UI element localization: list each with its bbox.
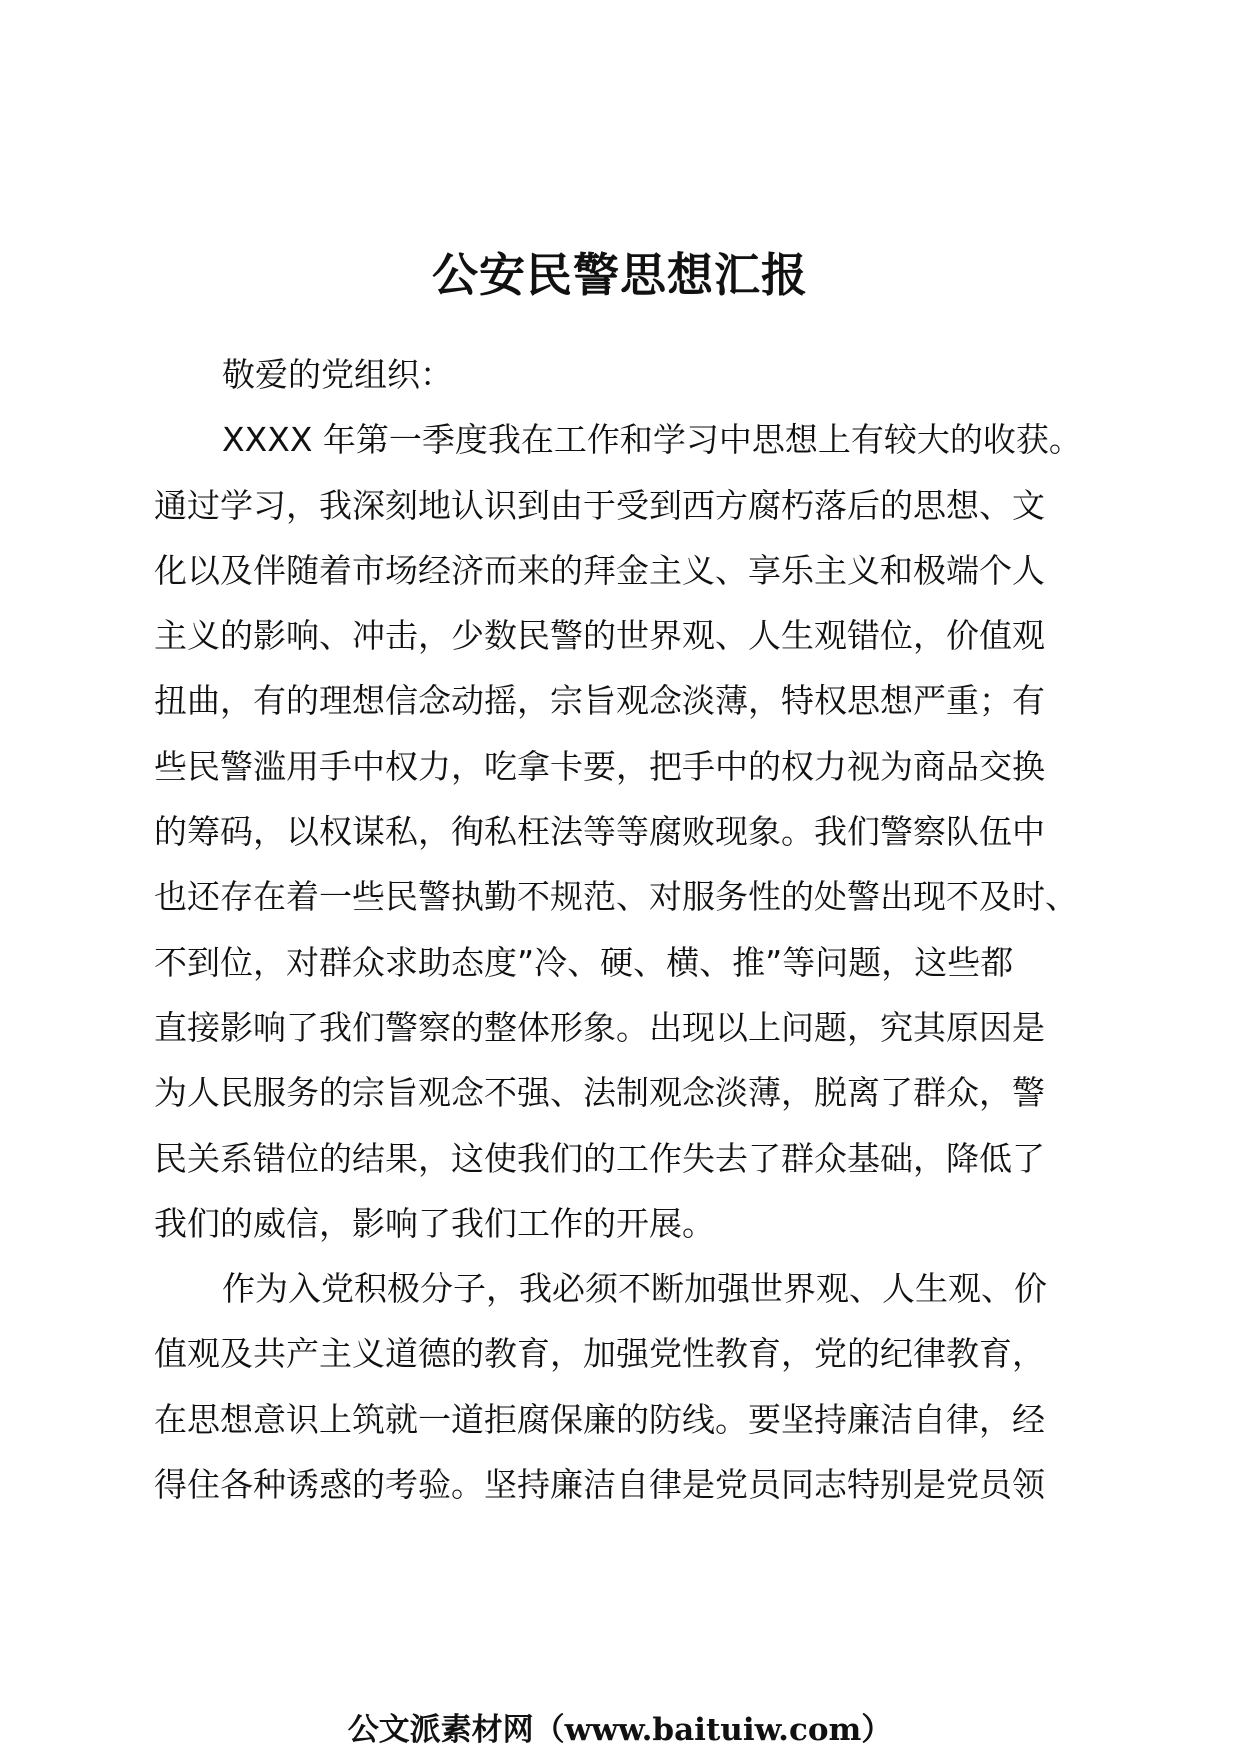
paragraph-line: 为人民服务的宗旨观念不强、法制观念淡薄，脱离了群众，警 — [154, 1073, 1045, 1113]
paragraph-line: 值观及共产主义道德的教育，加强党性教育，党的纪律教育， — [154, 1334, 1045, 1374]
paragraph-line: 作为入党积极分子，我必须不断加强世界观、人生观、价 — [222, 1269, 1047, 1309]
paragraph-line: 也还存在着一些民警执勤不规范、对服务性的处警出现不及时、 — [154, 877, 1078, 917]
paragraph-line: 主义的影响、冲击，少数民警的世界观、人生观错位，价值观 — [154, 616, 1045, 656]
paragraph-line: 扭曲，有的理想信念动摇，宗旨观念淡薄，特权思想严重；有 — [154, 681, 1045, 721]
body-paragraph-1 — [154, 407, 1088, 1256]
paragraph-line: 民关系错位的结果，这使我们的工作失去了群众基础，降低了 — [154, 1138, 1045, 1178]
paragraph-line: 些民警滥用手中权力，吃拿卡要，把手中的权力视为商品交换 — [154, 746, 1045, 786]
paragraph-line: XXXX 年第一季度我在工作和学习中思想上有较大的收获。 — [222, 420, 1082, 460]
footer-watermark-text: 公文派素材网（www.baituiw.com） — [347, 1712, 893, 1748]
salutation: 敬爱的党组织： — [222, 355, 453, 394]
paragraph-line: 不到位，对群众求助态度”冷、硬、横、推”等问题，这些都 — [154, 942, 1014, 982]
body-paragraph-2 — [154, 1256, 1088, 1517]
paragraph-line: 直接影响了我们警察的整体形象。出现以上问题，究其原因是 — [154, 1007, 1045, 1047]
paragraph-line: 的筹码，以权谋私，徇私枉法等等腐败现象。我们警察队伍中 — [154, 812, 1045, 852]
document-title: 公安民警思想汇报 — [432, 248, 808, 302]
paragraph-line: 在思想意识上筑就一道拒腐保廉的防线。要坚持廉洁自律，经 — [154, 1399, 1045, 1439]
paragraph-line: 得住各种诱惑的考验。坚持廉洁自律是党员同志特别是党员领 — [154, 1465, 1045, 1505]
paragraph-line: 我们的威信，影响了我们工作的开展。 — [154, 1203, 715, 1243]
document-body — [154, 342, 1088, 1517]
paragraph-line: 化以及伴随着市场经济而来的拜金主义、享乐主义和极端个人 — [154, 550, 1045, 590]
paragraph-line: 通过学习，我深刻地认识到由于受到西方腐朽落后的思想、文 — [154, 485, 1045, 525]
